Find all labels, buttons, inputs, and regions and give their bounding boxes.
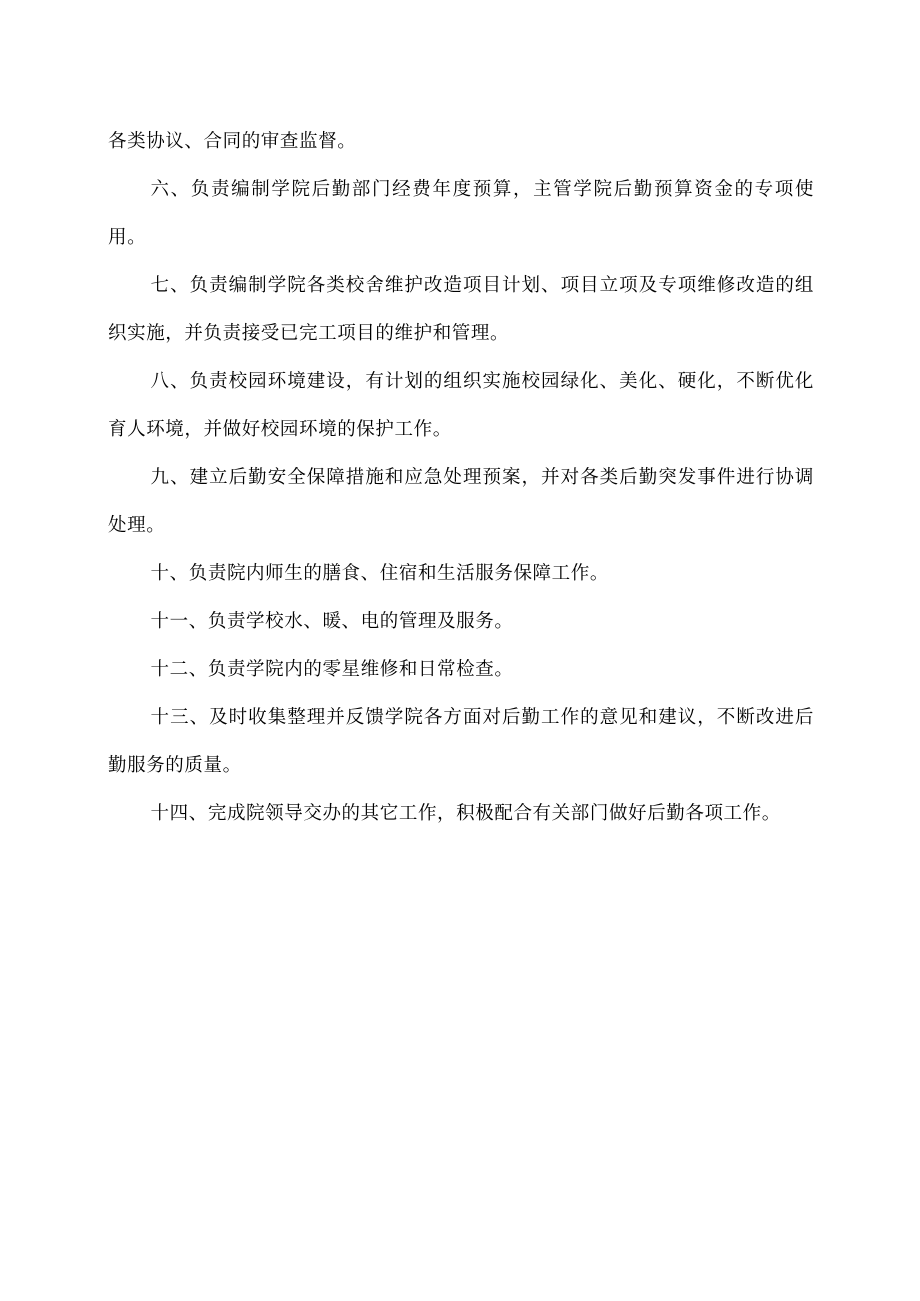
paragraph-10: 十四、完成院领导交办的其它工作，积极配合有关部门做好后勤各项工作。 xyxy=(150,803,781,824)
paragraph-1: 各类协议、合同的审查监督。 xyxy=(108,131,357,152)
paragraph-2: 六、负责编制学院后勤部门经费年度预算，主管学院后勤预算资金的专项使用。 xyxy=(108,179,814,248)
paragraph-8: 十二、负责学院内的零星维修和日常检查。 xyxy=(150,659,514,680)
paragraph-5: 九、建立后勤安全保障措施和应急处理预案，并对各类后勤突发事件进行协调处理。 xyxy=(108,467,814,536)
paragraph-3: 七、负责编制学院各类校舍维护改造项目计划、项目立项及专项维修改造的组织实施，并负责接受已完工项目的维护和管理。 xyxy=(108,275,814,344)
paragraph-7: 十一、负责学校水、暖、电的管理及服务。 xyxy=(150,611,514,632)
paragraph-9: 十三、及时收集整理并反馈学院各方面对后勤工作的意见和建议，不断改进后勤服务的质量。 xyxy=(108,707,814,776)
document-body xyxy=(108,118,814,838)
paragraph-4: 八、负责校园环境建设，有计划的组织实施校园绿化、美化、硬化，不断优化育人环境，并做好校园环境的保护工作。 xyxy=(108,371,814,440)
paragraph-6: 十、负责院内师生的膳食、住宿和生活服务保障工作。 xyxy=(150,563,609,584)
